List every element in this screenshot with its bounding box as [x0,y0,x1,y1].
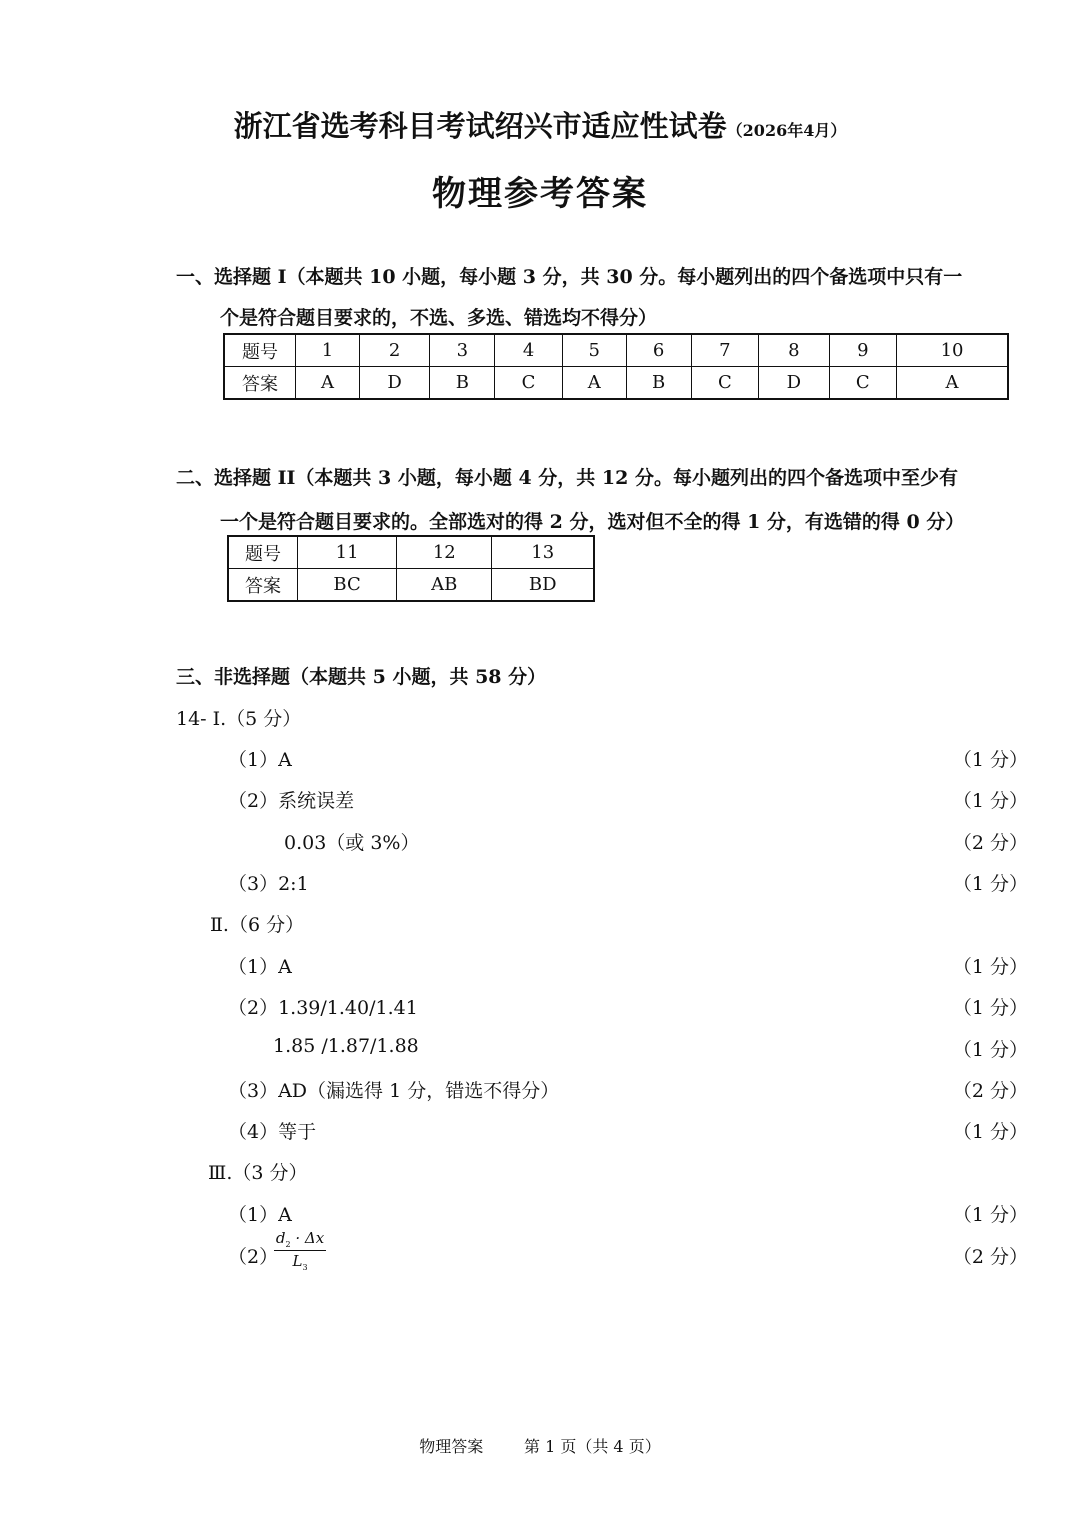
score-label: （1 分） [952,749,1028,771]
q14-part2-label: Ⅱ.（6 分） [210,914,305,936]
question-cell: 1 [296,334,360,367]
title-date: （2026年4月） [726,121,847,140]
score-label: （1 分） [952,956,1028,978]
answer-line: （2）系统误差 [228,790,355,812]
row-label: 答案 [228,569,298,602]
answer-cell: BC [298,569,397,602]
formula-fraction [272,1229,328,1272]
section3-heading: 三、非选择题（本题共 5 小题，共 58 分） [176,666,547,688]
answer-cell: C [829,367,896,400]
question-cell: 4 [495,334,562,367]
question-cell: 6 [626,334,691,367]
answer-cell: A [897,367,1008,400]
answer-cell: BD [492,569,594,602]
exam-title [0,104,1080,145]
score-label: （2 分） [952,1080,1028,1102]
section2-heading-line2: 一个是符合题目要求的。全部选对的得 2 分，选对但不全的得 1 分，有选错的得 0 分） [220,511,965,533]
score-label: （1 分） [952,1121,1028,1143]
section1-heading-line1: 一、选择题 I（本题共 10 小题，每小题 3 分，共 30 分。每小题列出的四个备选项中只有一 [176,266,963,288]
answer-cell: C [691,367,758,400]
page-footer [0,1434,1080,1457]
question-number-row [224,334,1008,367]
answer-line: （2）1.39/1.40/1.41 [228,997,418,1019]
answer-row [228,569,594,602]
score-label: （2 分） [952,832,1028,854]
question-cell: 11 [298,536,397,569]
footer-page-number: 第 1 页（共 4 页） [523,1437,661,1456]
section1-answer-table [223,333,1009,400]
section1-heading-line2: 个是符合题目要求的，不选、多选、错选均不得分） [220,307,658,329]
score-label: （2 分） [952,1246,1028,1268]
answer-line: （3）AD（漏选得 1 分，错选不得分） [228,1080,560,1102]
score-label: （1 分） [952,873,1028,895]
question-cell: 9 [829,334,896,367]
score-label: （1 分） [952,1204,1028,1226]
numerator-variable: d [275,1229,286,1247]
answer-cell: B [430,367,495,400]
answer-cell: A [562,367,626,400]
fraction-bar [274,1250,326,1251]
answer-cell: AB [397,569,492,602]
score-label: （1 分） [952,1039,1028,1061]
numerator-subscript: 2 [285,1240,291,1249]
page-subtitle: 物理参考答案 [432,174,648,214]
question-cell: 10 [897,334,1008,367]
question-number-row [228,536,594,569]
denominator-subscript: 3 [302,1263,308,1272]
q14-part3-label: Ⅲ.（3 分） [208,1162,308,1184]
numerator-rest: · Δx [295,1229,325,1247]
score-label: （1 分） [952,997,1028,1019]
answer-cell: D [359,367,429,400]
answer-line: （2） [228,1246,279,1268]
question-cell: 13 [492,536,594,569]
answer-line: 0.03（或 3%） [284,832,420,854]
q14-part1-label: 14- Ⅰ.（5 分） [176,708,302,730]
question-cell: 5 [562,334,626,367]
formula-numerator [272,1229,328,1249]
question-cell: 2 [359,334,429,367]
denominator-variable: L [292,1252,303,1270]
answer-cell: B [626,367,691,400]
answer-cell: C [495,367,562,400]
title-main: 浙江省选考科目考试绍兴市适应性试卷 [233,109,727,143]
footer-doc-name: 物理答案 [419,1437,484,1456]
section2-answer-table [227,535,595,602]
question-cell: 3 [430,334,495,367]
score-label: （1 分） [952,790,1028,812]
row-label: 答案 [224,367,296,400]
answer-line: （1）A [228,956,292,978]
answer-cell: D [759,367,829,400]
section2-heading-line1: 二、选择题 II（本题共 3 小题，每小题 4 分，共 12 分。每小题列出的四个备选项中至少有 [176,467,958,489]
answer-line: （1）A [228,1204,292,1226]
answer-line: 1.85 /1.87/1.88 [273,1035,419,1057]
question-cell: 7 [691,334,758,367]
question-cell: 12 [397,536,492,569]
row-label: 题号 [228,536,298,569]
answer-cell: A [296,367,360,400]
row-label: 题号 [224,334,296,367]
answer-line: （3）2:1 [228,873,309,895]
formula-denominator [272,1252,328,1272]
answer-line: （4）等于 [228,1121,317,1143]
answer-line: （1）A [228,749,292,771]
answer-row [224,367,1008,400]
question-cell: 8 [759,334,829,367]
